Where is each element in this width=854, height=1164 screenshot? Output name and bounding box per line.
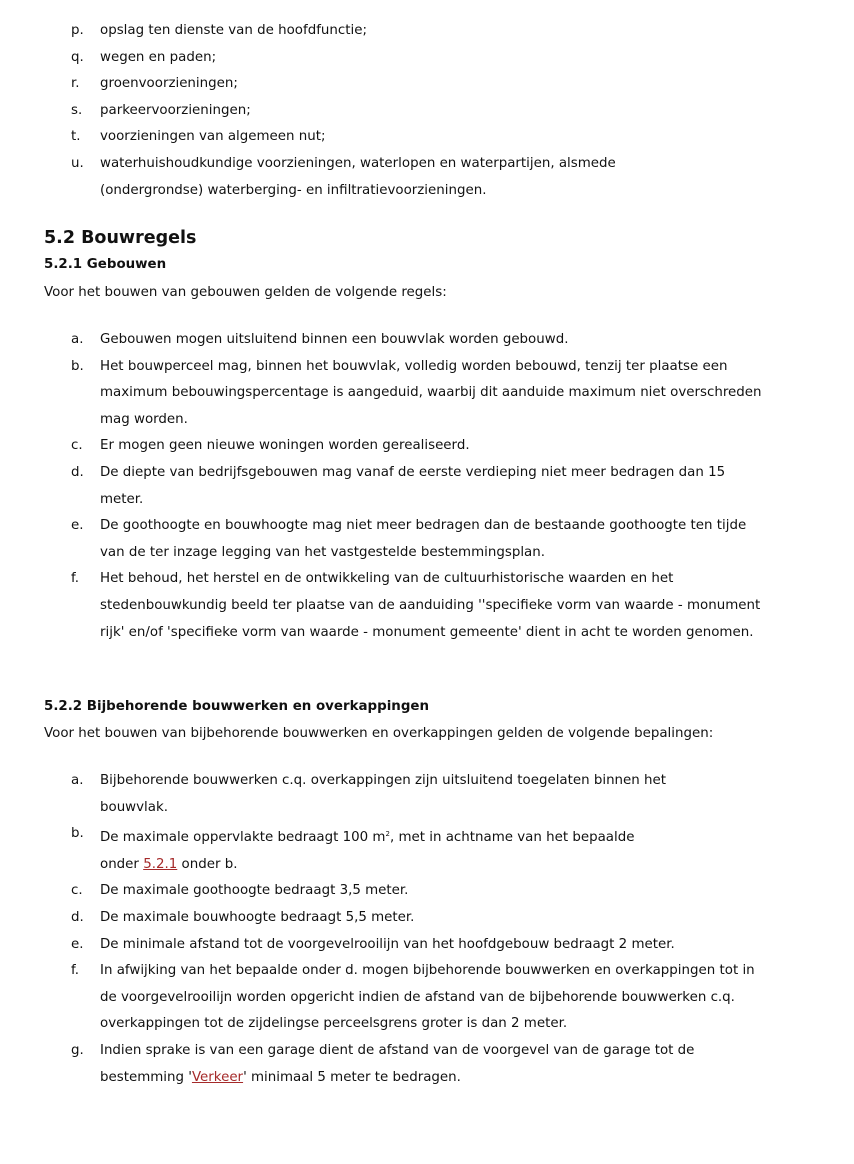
list-marker: b. <box>71 826 84 842</box>
list-marker: r. <box>71 76 80 92</box>
accessory-buildings-list <box>44 768 774 1091</box>
list-item-text: In afwijking van het bepaalde onder d. mogen bijbehorende bouwwerken en overkappingen tot in de voorgevelrooilijn worden opgericht indien de afstand van de bijbehorende bouwwerken c.q. overkappingen tot de zijdelingse perceelsgrens groter is dan 2 meter. <box>100 963 755 1032</box>
top-list <box>44 18 784 204</box>
list-item <box>44 433 764 460</box>
list-item-text: waterhuishoudkundige voorzieningen, waterlopen en waterpartijen, alsmede (ondergrondse) waterberging- en infiltratievoorzieningen. <box>100 155 616 198</box>
list-item-text: groenvoorzieningen; <box>100 76 238 92</box>
list-item <box>44 513 764 566</box>
building-rules-list <box>44 327 764 646</box>
list-marker: a. <box>71 773 84 788</box>
list-item <box>44 821 774 878</box>
list-marker: c. <box>71 438 83 454</box>
list-item <box>44 124 784 151</box>
list-item-text: De diepte van bedrijfsgebouwen mag vanaf de eerste verdieping niet meer bedragen dan 15 meter. <box>100 464 726 507</box>
list-item <box>44 45 784 72</box>
list-item-text: voorzieningen van algemeen nut; <box>100 129 326 145</box>
list-item-text: wegen en paden; <box>100 49 217 65</box>
list-item <box>44 905 774 932</box>
list-item <box>44 98 784 125</box>
list-marker: e. <box>71 518 84 534</box>
list-item <box>44 18 784 45</box>
superscript-2: 2 <box>385 830 390 839</box>
list-marker: u. <box>71 155 84 171</box>
list-item-text: parkeervoorzieningen; <box>100 102 251 118</box>
list-marker: q. <box>71 49 84 65</box>
section-heading-5-2-1: 5.2.1 Gebouwen <box>44 257 167 272</box>
list-marker: d. <box>71 464 84 480</box>
list-item-text: Bijbehorende bouwwerken c.q. overkappingen zijn uitsluitend toegelaten binnen het bouwvlak. <box>100 773 667 815</box>
list-marker: f. <box>71 963 79 979</box>
list-item <box>44 878 774 905</box>
list-item <box>44 327 764 354</box>
list-marker: e. <box>71 936 84 952</box>
list-item <box>44 768 720 821</box>
list-item <box>44 354 764 434</box>
list-item <box>44 932 774 959</box>
list-item-text: De maximale oppervlakte bedraagt 100 $m^2$, met in achtname van het bepaalde onder 5.2.1 onder b. <box>100 830 635 872</box>
list-item <box>44 1038 774 1091</box>
list-item-text: Indien sprake is van een garage dient de afstand van de voorgevel van de garage tot de bestemming 'Verkeer' minimaal 5 meter te bedragen. <box>100 1042 695 1085</box>
list-item <box>44 71 784 98</box>
section-intro-5-2-2: Voor het bouwen van bijbehorende bouwwerken en overkappingen gelden de volgende bepalingen: <box>44 726 714 741</box>
list-marker: a. <box>71 332 84 347</box>
list-item <box>44 151 700 204</box>
list-marker: p. <box>71 23 84 38</box>
list-marker: b. <box>71 358 84 374</box>
list-marker: d. <box>71 909 84 925</box>
list-marker: g. <box>71 1042 84 1058</box>
list-item <box>44 460 764 513</box>
list-item-text: Er mogen geen nieuwe woningen worden gerealiseerd. <box>100 438 470 454</box>
list-item-text: Gebouwen mogen uitsluitend binnen een bouwvlak worden gebouwd. <box>100 332 569 347</box>
list-marker: t. <box>71 129 81 145</box>
list-item-text: Het behoud, het herstel en de ontwikkeling van de cultuurhistorische waarden en het stedenbouwkundig beeld ter plaatse van de aanduiding ''specifieke vorm van waarde - monument rijk' en/of 'specifieke vorm van waarde - monument gemeente' dient in acht te worden genomen. <box>100 571 761 640</box>
link-verkeer[interactable]: Verkeer <box>191 1069 244 1085</box>
list-item-text: De goothoogte en bouwhoogte mag niet meer bedragen dan de bestaande goothoogte ten tijde van de ter inzage legging van het vastgestelde bestemmingsplan. <box>100 518 747 560</box>
list-item-text: De maximale goothoogte bedraagt 3,5 meter. <box>100 883 409 899</box>
list-marker: s. <box>71 102 83 118</box>
list-marker: c. <box>71 883 83 899</box>
link-5-2-1[interactable]: 5.2.1 <box>143 856 178 872</box>
list-item-text: opslag ten dienste van de hoofdfunctie; <box>100 23 367 38</box>
list-item-text: De maximale bouwhoogte bedraagt 5,5 meter. <box>100 909 415 925</box>
list-item <box>44 566 764 646</box>
section-intro-5-2-1: Voor het bouwen van gebouwen gelden de volgende regels: <box>44 285 447 300</box>
list-item <box>44 958 774 1038</box>
list-item-text: Het bouwperceel mag, binnen het bouwvlak, volledig worden bebouwd, tenzij ter plaatse een maximum bebouwingspercentage is aangeduid, waarbij dit aanduide maximum niet overschreden mag worden. <box>100 358 762 427</box>
list-item-text: De minimale afstand tot de voorgevelrooilijn van het hoofdgebouw bedraagt 2 meter. <box>100 936 675 952</box>
section-heading-5-2-2: 5.2.2 Bijbehorende bouwwerken en overkappingen <box>44 699 430 714</box>
section-heading-5-2: 5.2 Bouwregels <box>44 228 197 248</box>
list-marker: f. <box>71 571 79 587</box>
